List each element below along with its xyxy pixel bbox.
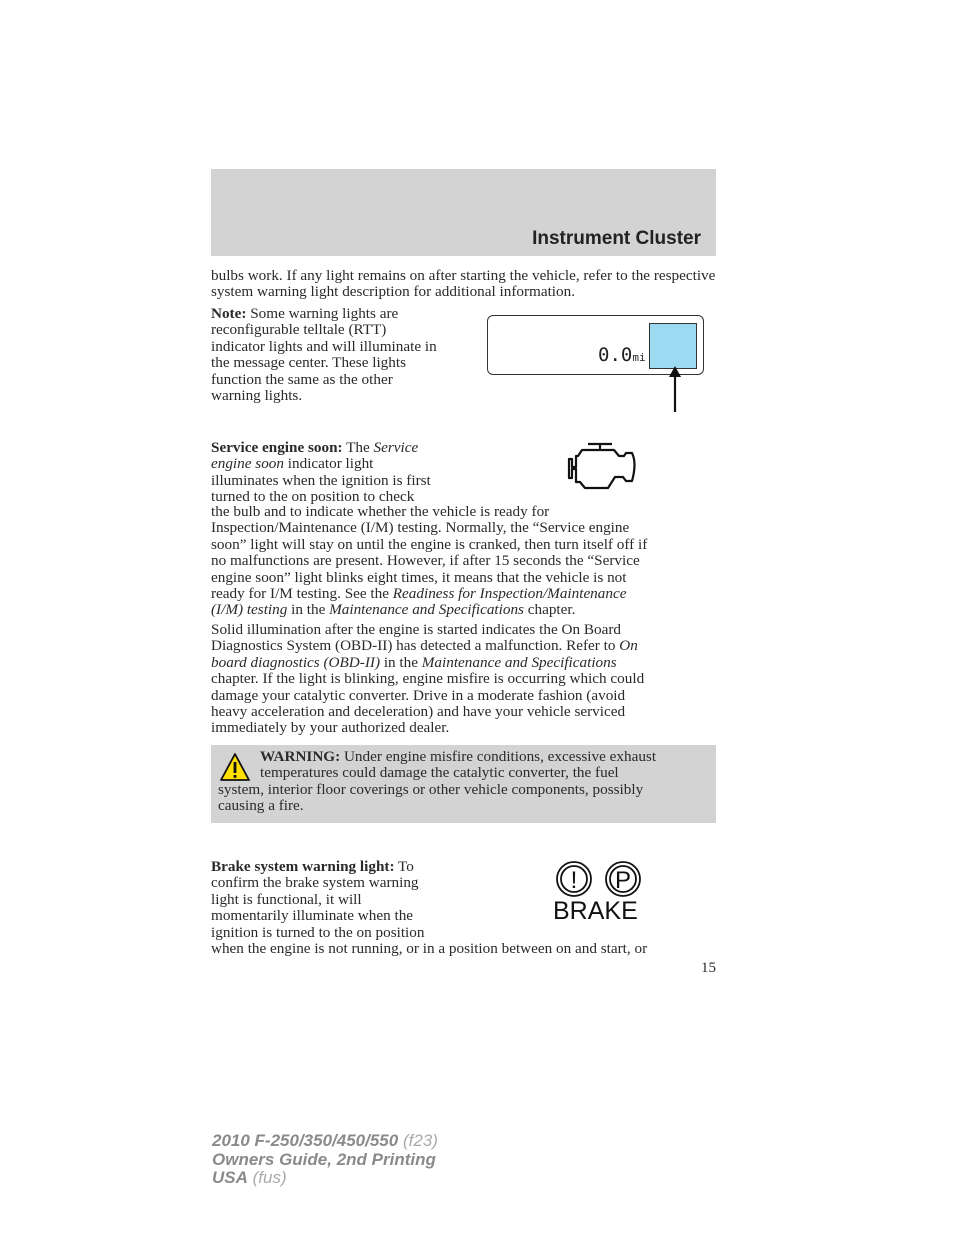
warning-text: WARNING: Under engine misfire conditions, excessive exhaust temperatures could damage the catalytic converter, the fuel system, interior floor coverings or other vehicle components, possibly causing a fire. — [218, 748, 657, 815]
intro-paragraph: bulbs work. If any light remains on after starting the vehicle, refer to the respective system warning light description for additional information. — [211, 267, 716, 301]
brake-warning-icon — [548, 860, 648, 898]
note-line: Some warning lights are — [246, 305, 399, 322]
brake-continuation: when the engine is not running, or in a position between on and start, or — [211, 940, 648, 957]
service-engine-paragraph: the bulb and to indicate whether the vehicle is ready for Inspection/Maintenance (I/M) testing. Normally, the “Service engine soon” light will stay on until the engine is cranked, then turn itself off if no malfunctions are present. However, if after 15 seconds the “Service engine soon” light blinks eight times, it means that the vehicle is not ready for I/M testing. See the Readiness for Inspection/Maintenance (I/M) testing in the Maintenance and Specifications chapter. — [211, 503, 648, 619]
brake-icon-word: BRAKE — [553, 897, 638, 925]
page-number: 15 — [701, 960, 716, 976]
note-paragraph — [211, 306, 471, 404]
note-line: reconfigurable telltale (RTT) — [211, 321, 387, 339]
odometer-unit: mi — [632, 351, 646, 364]
brake-icon-p: P — [614, 867, 632, 894]
note-line: warning lights. — [211, 387, 303, 405]
footer-model-code: (f23) — [398, 1131, 438, 1150]
footer-region-code: (fus) — [247, 1168, 287, 1187]
pointer-arrow-icon — [664, 364, 686, 414]
service-engine-label: Service engine soon: — [211, 439, 343, 456]
rtt-indicator-area — [649, 323, 697, 369]
footer-model: 2010 F-250/350/450/550 — [212, 1131, 399, 1150]
note-line: function the same as the other — [211, 370, 393, 388]
note-label: Note: — [211, 305, 247, 322]
brake-icon-exclaim: ! — [570, 867, 578, 894]
check-engine-icon — [566, 437, 640, 491]
brake-label: Brake system warning light: — [211, 858, 395, 875]
footer-guide: Owners Guide, 2nd Printing — [212, 1149, 436, 1169]
odometer-reading: 0.0mi — [598, 344, 646, 366]
footer-region: USA — [212, 1168, 248, 1187]
document-footer — [212, 1132, 438, 1188]
note-line: the message center. These lights — [211, 354, 406, 372]
brake-wrapped: Brake system warning light: To confirm the brake system warning light is functional, it will momentarily illuminate when the ignition is turned to the on position — [211, 858, 425, 941]
note-line: indicator lights and will illuminate in — [211, 337, 437, 355]
section-title: Instrument Cluster — [532, 228, 701, 249]
section-header — [211, 169, 716, 256]
obd-paragraph: Solid illumination after the engine is started indicates the On Board Diagnostics System (OBD-II) has detected a malfunction. Refer to On board diagnostics (OBD-II) in the Maintenance and Specifications chapter. If the light is blinking, engine misfire is occurring which could damage your catalytic converter. Drive in a moderate fashion (avoid heavy acceleration and deceleration) and have your vehicle serviced immediately by your authorized dealer. — [211, 621, 645, 737]
warning-label: WARNING: — [260, 748, 341, 765]
service-engine-wrapped: Service engine soon: The Service engine soon indicator light illuminates when the ignition is first turned to the on position to check — [211, 439, 431, 506]
